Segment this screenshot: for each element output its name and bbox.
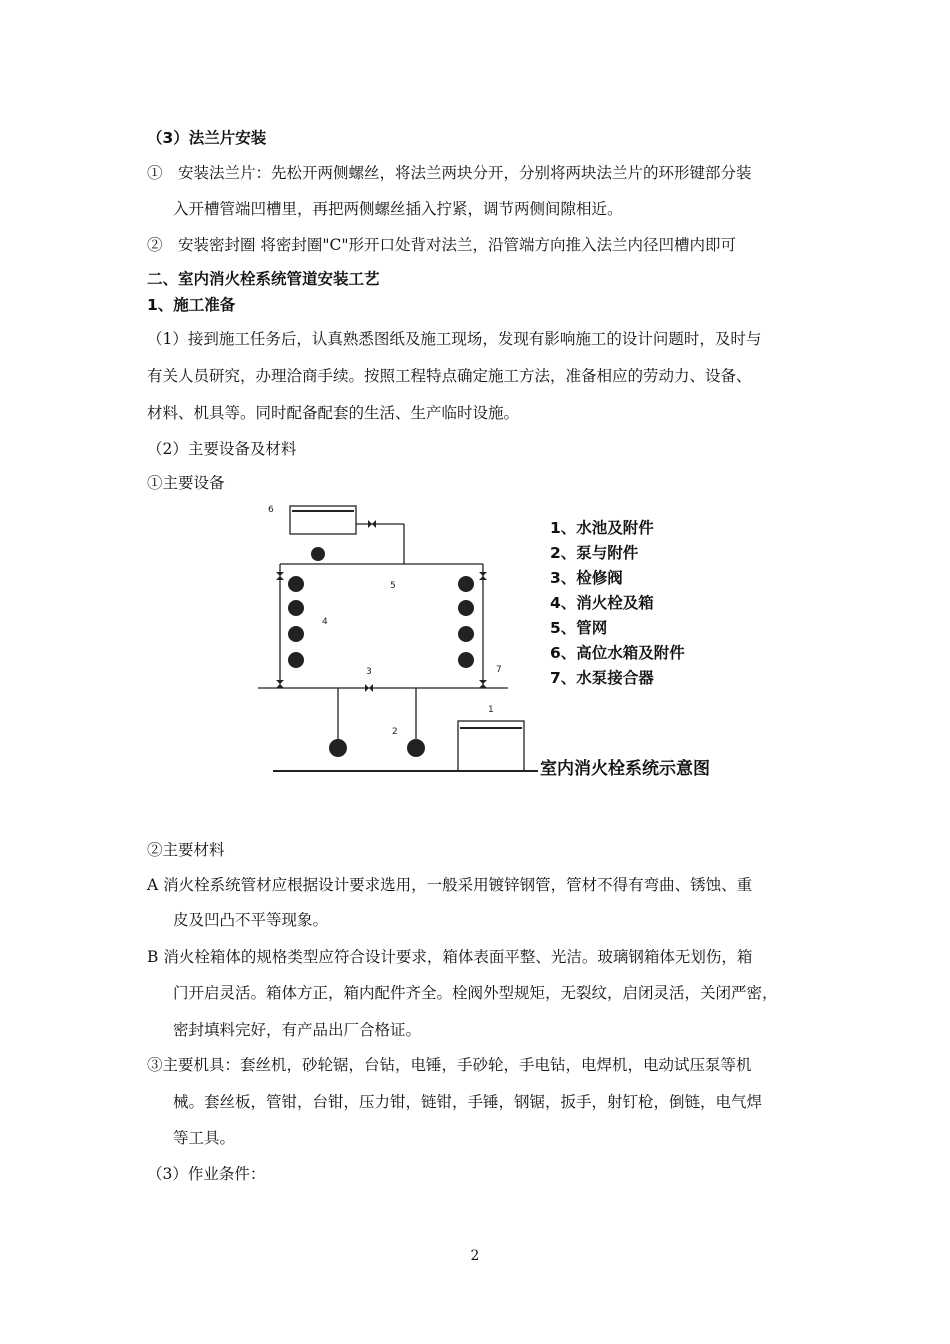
prep-paragraph-line3: 材料、机具等。同时配备配套的生活、生产临时设施。: [147, 404, 520, 422]
tools-line3: 等工具。: [173, 1129, 236, 1147]
svg-text:7: 7: [496, 665, 502, 675]
section-title-flange: （3）法兰片安装: [147, 129, 267, 147]
svg-text:6: 6: [268, 505, 274, 515]
tools-line1: ③主要机具：套丝机，砂轮锯，台钻，电锤，手砂轮，手电钻，电焊机，电动试压泵等机: [147, 1056, 752, 1074]
prep-paragraph-line1: （1）接到施工任务后，认真熟悉图纸及施工现场，发现有影响施工的设计问题时，及时与: [147, 330, 762, 348]
legend-item-5: 5、管网: [550, 619, 608, 637]
material-a-line1: A 消火栓系统管材应根据设计要求选用，一般采用镀锌钢管，管材不得有弯曲、锈蚀、重: [147, 876, 753, 894]
svg-text:1: 1: [488, 705, 494, 715]
svg-text:2: 2: [392, 727, 398, 737]
prep-paragraph-line2: 有关人员研究，办理洽商手续。按照工程特点确定施工方法，准备相应的劳动力、设备、: [147, 367, 752, 385]
page-number: 2: [470, 1248, 480, 1264]
legend-item-1: 1、水池及附件: [550, 519, 654, 537]
materials-title: ②主要材料: [147, 841, 225, 859]
heading-construction-prep: 1、施工准备: [147, 296, 236, 314]
svg-text:5: 5: [390, 581, 396, 591]
material-b-line1: B 消火栓箱体的规格类型应符合设计要求，箱体表面平整、光洁。玻璃钢箱体无划伤，箱: [147, 948, 753, 966]
equipment-title: ①主要设备: [147, 474, 225, 492]
legend-item-4: 4、消火栓及箱: [550, 594, 654, 612]
system-schematic: [238, 496, 538, 786]
svg-text:4: 4: [322, 617, 328, 627]
legend-item-7: 7、水泵接合器: [550, 669, 654, 687]
material-b-line2: 门开启灵活。箱体方正，箱内配件齐全。栓阀外型规矩，无裂纹，启闭灵活，关闭严密，: [173, 984, 778, 1002]
hydrant-system-diagram: [238, 496, 758, 786]
legend-item-6: 6、高位水箱及附件: [550, 644, 685, 662]
work-conditions-heading: （3）作业条件：: [147, 1165, 266, 1183]
step1-line2: 入开槽管端凹槽里，再把两侧螺丝插入拧紧，调节两侧间隙相近。: [173, 200, 623, 218]
legend-item-3: 3、检修阀: [550, 569, 623, 587]
svg-text:3: 3: [366, 667, 372, 677]
step2-text: ② 安装密封圈 将密封圈"C"形开口处背对法兰，沿管端方向推入法兰内径凹槽内即可: [147, 236, 737, 254]
step1-line1: ① 安装法兰片：先松开两侧螺丝，将法兰两块分开，分别将两块法兰片的环形键部分装: [147, 164, 752, 182]
material-a-line2: 皮及凹凸不平等现象。: [173, 911, 329, 929]
legend-item-2: 2、泵与附件: [550, 544, 639, 562]
tools-line2: 械。套丝板，管钳，台钳，压力钳，链钳，手锤，钢锯，扳手，射钉枪，倒链，电气焊: [173, 1093, 763, 1111]
diagram-caption: 室内消火栓系统示意图: [540, 759, 710, 779]
material-b-line3: 密封填料完好，有产品出厂合格证。: [173, 1021, 422, 1039]
heading-section-2: 二、室内消火栓系统管道安装工艺: [147, 270, 380, 288]
prep-equipment-heading: （2）主要设备及材料: [147, 440, 297, 458]
